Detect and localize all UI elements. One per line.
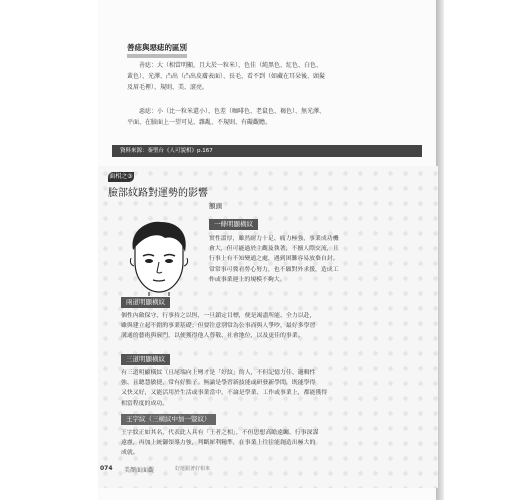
text-line: 強、且聰慧敏捷，常有好點子。無論是學習新技能或研發新學問，既能學得 [121, 380, 316, 387]
text-line: 又快又好，又能活用於生活或事業當中，不論是學業、工作或事業上，都能獲得 [121, 390, 328, 397]
line-text-two [121, 311, 426, 342]
chapter-title: 好運跟著好相來 [175, 466, 211, 472]
page-number: 074 [100, 465, 113, 472]
line-label-two: 兩道明顯橫紋 [121, 297, 170, 308]
text-line: 有三道明顯橫紋（且尾端向上彎才是「好紋」的人，不但記憶力佳、邏輯性 [121, 370, 316, 376]
good-mole-paragraph [127, 60, 407, 93]
good-mole-line: 善痣：大（相當明顯，且大於一粒米）、色佳（純黑色、紅色、白色、 [139, 62, 323, 69]
text-line: 雖與建立起不錯的事業基礎；但要注意別常為公事而與人爭吵，最好多學習 [121, 323, 316, 330]
line-text-one [209, 234, 424, 285]
text-line: 個性內斂保守、行事持之以恆，一旦鎖定目標，便是竭盡所能、全力以赴， [121, 313, 316, 319]
text-line: 遠慮，再加上統御領導力強，判斷犀利精準，在事業上往往能創造出極大的 [121, 440, 316, 447]
good-mole-line: 黃色）、光澤、凸出（凸出皮膚表面）、長毛、看不到（如藏在耳朵後、頭髮 [127, 73, 326, 80]
text-line: 相當程度的成功。 [121, 400, 169, 407]
line-label-one: 一條明顯橫紋 [209, 219, 258, 230]
bad-mole-paragraph [127, 106, 407, 128]
section-title: 臉部紋路對運勢的影響 [108, 188, 208, 199]
text-line: 行事上有不知變通之處，遇到困難容易放棄自封。 [209, 256, 339, 263]
text-line: 常常事可冀看勞心努力，也不願對外求援，造成工 [209, 266, 339, 273]
text-line: 會大，但可能過於主觀及執著，不擅人際交流，且 [209, 246, 339, 253]
face-illustration [121, 218, 197, 296]
line-label-king: 王字紋（三橫紋中加一豎紋） [121, 414, 216, 425]
text-line: 王字紋正如其名，代表此人具有「王者之相」，不但思想高瞻遠矚、行事深謀 [121, 430, 319, 436]
text-line: 溝通的藝術與竅門，以便獲得他人尊敬、社會地位，以及更佳的事業。 [121, 333, 304, 340]
section-number-badge: 面相之③ [109, 173, 133, 180]
book-title: 美顏面面觀 [124, 467, 155, 474]
bad-mole-line: 惡痣：小（比一粒米還小）、色差（咖啡色、老鼠色、褐色）、無光澤、 [139, 108, 326, 115]
text-line: 實性溫厚，雖然耐力十足、痛力極強，事業成功機 [209, 236, 339, 242]
source-bar: 資料來源：秦聖台《人可貌相》p.167 [112, 145, 422, 157]
line-label-three: 三道明顯橫紋 [121, 354, 170, 365]
line-text-king [121, 428, 426, 459]
forehead-subtitle: 額頭 [209, 202, 222, 210]
good-mole-line: 及眉毛裡）、規則、美、滾亮。 [127, 84, 209, 91]
line-text-three [121, 368, 426, 409]
text-line: 成就。 [121, 450, 139, 457]
text-line: 作或事業運上的規模不夠大。 [209, 276, 286, 283]
top-heading: 善痣與惡痣的區別 [127, 42, 187, 58]
bad-mole-line: 平面、在臉面上一望可見、雜亂、不規則、有礙觀瞻。 [127, 119, 272, 126]
